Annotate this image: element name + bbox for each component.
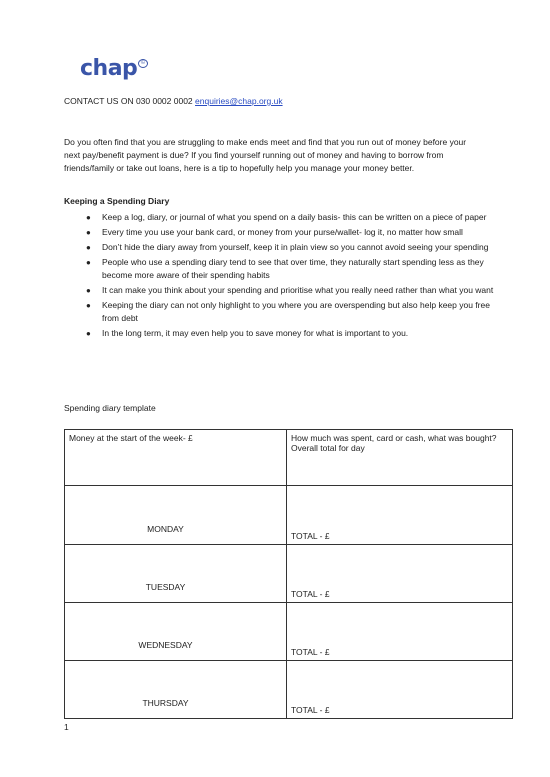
- bullet-icon: ●: [86, 286, 91, 295]
- day-cell-monday: MONDAY: [65, 486, 287, 545]
- total-cell-thursday[interactable]: TOTAL - £: [287, 661, 513, 719]
- chap-logo: [80, 56, 146, 81]
- day-cell-wednesday: WEDNESDAY: [65, 603, 287, 661]
- day-cell-tuesday: TUESDAY: [65, 545, 287, 603]
- header-spent-cell[interactable]: [287, 430, 513, 486]
- bullet-icon: ●: [86, 243, 91, 252]
- total-cell-wednesday[interactable]: TOTAL - £: [287, 603, 513, 661]
- table-row: [65, 486, 513, 545]
- bullet-icon: ●: [86, 301, 91, 310]
- list-item: ● Keep a log, diary, or journal of what you spend on a daily basis- this can be written on a piece of paper: [86, 212, 487, 222]
- bullet-icon: ●: [86, 258, 91, 267]
- page-number: 1: [64, 722, 69, 732]
- contact-email-link[interactable]: enquiries@chap.org.uk: [195, 96, 283, 106]
- contact-text: CONTACT US ON 030 0002 0002: [64, 96, 196, 106]
- list-item: ● People who use a spending diary tend to see that over time, they naturally start spending less as they become more aware of their spending habits: [86, 257, 484, 280]
- spending-diary-table: [64, 429, 513, 719]
- day-cell-thursday: THURSDAY: [65, 661, 287, 719]
- intro-paragraph: Do you often find that you are struggling to make ends meet and find that you run out of money before your next pay/benefit payment is due? If you find yourself running out of money and having to borrow from friends/family or take out loans, here is a tip to hopefully help you manage your money better.: [64, 137, 467, 173]
- section-heading: Keeping a Spending Diary: [64, 196, 170, 206]
- list-item: ● In the long term, it may even help you to save money for what is important to you.: [86, 328, 409, 338]
- logo-wordmark: chap: [80, 56, 138, 81]
- table-row: [65, 603, 513, 661]
- contact-line: [64, 96, 283, 106]
- bullet-icon: ●: [86, 213, 91, 222]
- logo-bubble-icon: ©: [138, 59, 148, 68]
- bullet-icon: ●: [86, 228, 91, 237]
- table-header-row: [65, 430, 513, 486]
- header-spent-label: How much was spent, card or cash, what was bought?: [291, 433, 497, 443]
- list-item: ● Don’t hide the diary away from yourself, keep it in plain view so you cannot avoid seeing your spending: [86, 242, 489, 252]
- table-row: [65, 661, 513, 719]
- total-cell-monday[interactable]: TOTAL - £: [287, 486, 513, 545]
- tips-list: [64, 211, 504, 342]
- header-total-label: Overall total for day: [291, 443, 365, 453]
- header-money-start[interactable]: Money at the start of the week- £: [65, 430, 287, 486]
- total-cell-tuesday[interactable]: TOTAL - £: [287, 545, 513, 603]
- bullet-icon: ●: [86, 329, 91, 338]
- template-label: Spending diary template: [64, 403, 156, 413]
- list-item: ● Keeping the diary can not only highlight to you where you are overspending but also help keep you free from debt: [86, 300, 490, 323]
- table-row: [65, 545, 513, 603]
- list-item: ● Every time you use your bank card, or money from your purse/wallet- log it, no matter how small: [86, 227, 463, 237]
- list-item: ● It can make you think about your spending and prioritise what you really need rather than what you want: [86, 285, 494, 295]
